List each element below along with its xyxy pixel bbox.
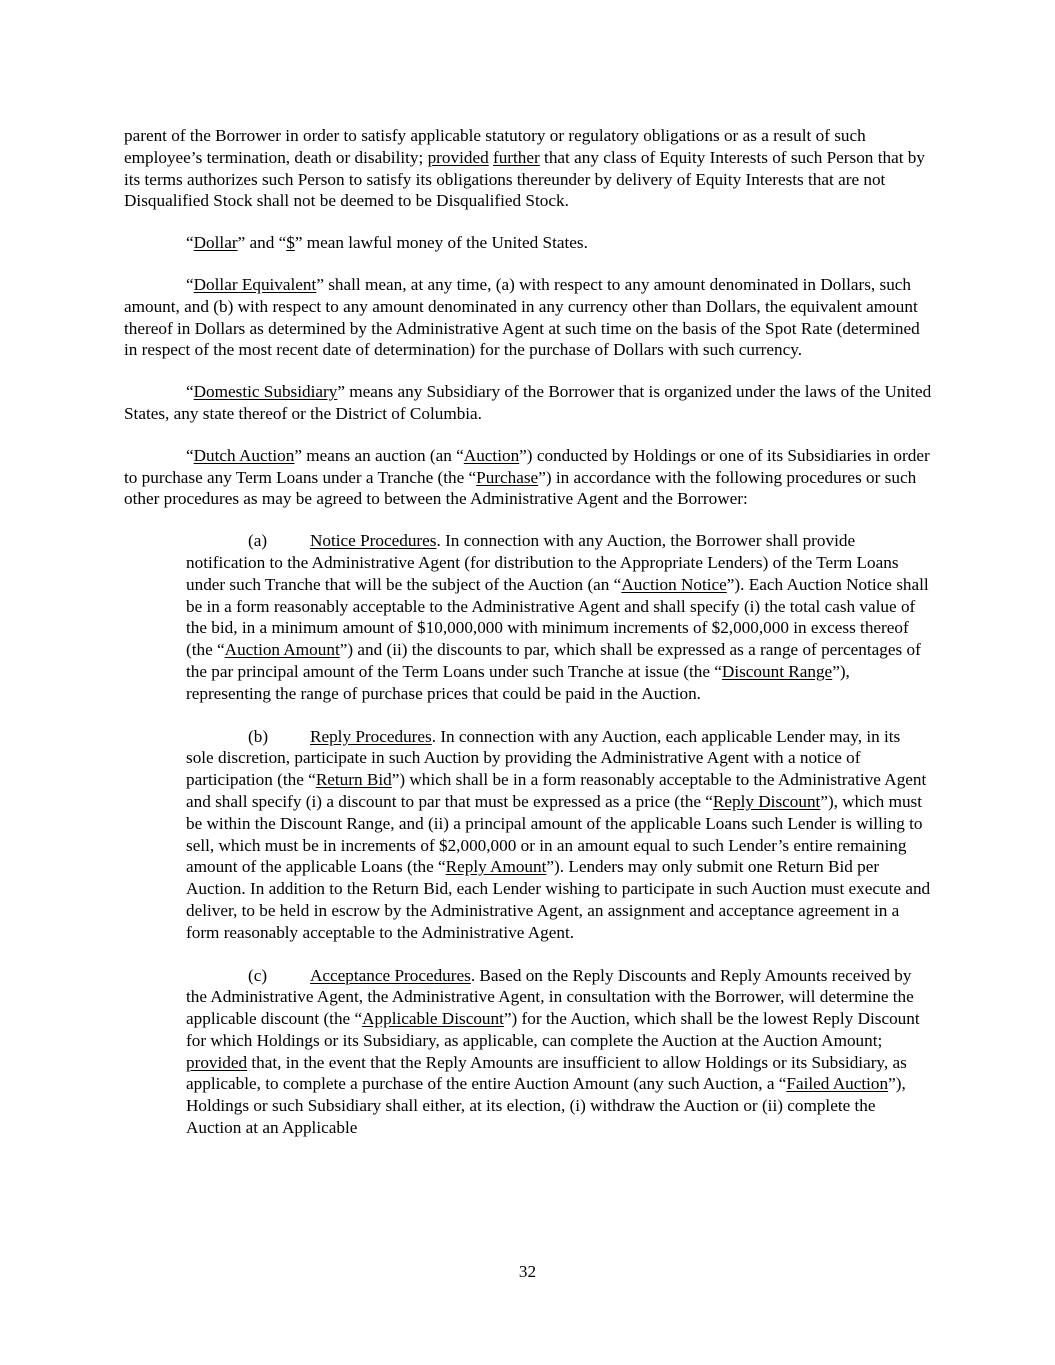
definition-dollar: “Dollar” and “$” mean lawful money of the United States. [186, 233, 588, 253]
term-dollar: Dollar [193, 233, 238, 253]
definition-domestic-subsidiary: “Domestic Subsidiary” means any Subsidiary of the Borrower that is organized under the laws of the United States, any state thereof or the District of Columbia. [124, 382, 932, 423]
clause-c-heading: Acceptance Procedures [310, 965, 471, 985]
term-auction-notice: Auction Notice [621, 574, 727, 594]
term-discount-range: Discount Range [721, 661, 833, 681]
term-applicable-discount: Applicable Discount [362, 1009, 504, 1029]
clause-c-label: (c) [248, 965, 268, 985]
clause-a-notice-procedures: (a) Notice Procedures. In connection with any Auction, the Borrower shall provide notification to the Administrative Agent (for distribution to the Appropriate Lenders) of the Term Loans under such Tranche that will be the subject of the Auction (an “Auction Notice”). Each Auction Notice shall be in a form reasonably acceptable to the Administrative Agent and shall specify (i) the total cash value of the bid, in a minimum amount of $10,000,000 with minimum increments of $2,000,000 in excess thereof (the “Auction Amount”) and (ii) the discounts to par, which shall be expressed as a range of percentages of the par principal amount of the Term Loans under such Tranche at issue (the “Discount Range”), representing the range of purchase prices that could be paid in the Auction. [186, 531, 929, 703]
term-failed-auction: Failed Auction [786, 1074, 889, 1094]
term-auction: Auction [463, 445, 520, 465]
term-reply-amount: Reply Amount [445, 857, 547, 877]
clause-c-acceptance-procedures: (c) Acceptance Procedures. Based on the Reply Discounts and Reply Amounts received by the Administrative Agent, the Administrative Agent, in consultation with the Borrower, will determine the applicable discount (the “Applicable Discount”) for the Auction, which shall be the lowest Reply Discount for which Holdings or its Subsidiary, as applicable, can complete the Auction at the Auction Amount; provided that, in the event that the Reply Amounts are insufficient to allow Holdings or its Subsidiary, as applicable, to complete a purchase of the entire Auction Amount (any such Auction, a “Failed Auction”), Holdings or such Subsidiary shall either, at its election, (i) withdraw the Auction or (ii) complete the Auction at an Applicable [186, 965, 920, 1138]
page-body [124, 125, 932, 1160]
definition-dutch-auction: “Dutch Auction” means an auction (an “Auction”) conducted by Holdings or one of its Subsidiaries in order to purchase any Term Loans under a Tranche (the “Purchase”) in accordance with the following procedures or such other procedures as may be agreed to between the Administrative Agent and the Borrower: [124, 445, 930, 509]
term-dollar-sign: $ [286, 233, 295, 253]
page-number: 32 [518, 1262, 537, 1281]
clause-b-label: (b) [248, 726, 269, 746]
term-further: further [492, 147, 540, 167]
term-auction-amount: Auction Amount [224, 640, 340, 660]
term-purchase: Purchase [476, 467, 539, 487]
term-provided-2: provided [186, 1052, 248, 1072]
term-dutch-auction: Dutch Auction [193, 445, 295, 465]
definition-dollar-equivalent: “Dollar Equivalent” shall mean, at any time, (a) with respect to any amount denominated in Dollars, such amount, and (b) with respect to any amount denominated in any currency other than Dollars, the equivalent amount thereof in Dollars as determined by the Administrative Agent at such time on the basis of the Spot Rate (determined in respect of the most recent date of determination) for the purchase of Dollars with such currency. [124, 274, 920, 360]
term-return-bid: Return Bid [315, 770, 392, 790]
term-dollar-equivalent: Dollar Equivalent [193, 274, 317, 294]
term-domestic-subsidiary: Domestic Subsidiary [193, 382, 338, 402]
clause-a-heading: Notice Procedures [310, 531, 437, 551]
clause-b-heading: Reply Procedures [310, 726, 432, 746]
term-provided: provided [427, 147, 489, 167]
clause-b-reply-procedures: (b) Reply Procedures. In connection with any Auction, each applicable Lender may, in its sole discretion, participate in such Auction by providing the Administrative Agent with a notice of participation (the “Return Bid”) which shall be in a form reasonably acceptable to the Administrative Agent and shall specify (i) a discount to par that must be expressed as a price (the “Reply Discount”), which must be within the Discount Range, and (ii) a principal amount of the applicable Loans such Lender is willing to sell, which must be in increments of $2,000,000 or in an amount equal to such Lender’s entire remaining amount of the applicable Loans (the “Reply Amount”). Lenders may only submit one Return Bid per Auction. In addition to the Return Bid, each Lender wishing to participate in such Auction must execute and deliver, to be held in escrow by the Administrative Agent, an assignment and acceptance agreement in a form reasonably acceptable to the Administrative Agent. [186, 726, 931, 942]
paragraph-disqualified-stock-continuation: parent of the Borrower in order to satisfy applicable statutory or regulatory obligations or as a result of such employee’s termination, death or disability; provided further that any class of Equity Interests of such Person that by its terms authorizes such Person to satisfy its obligations thereunder by delivery of Equity Interests that are not Disqualified Stock shall not be deemed to be Disqualified Stock. [124, 126, 925, 211]
term-reply-discount: Reply Discount [712, 791, 821, 811]
clause-a-label: (a) [248, 531, 268, 551]
